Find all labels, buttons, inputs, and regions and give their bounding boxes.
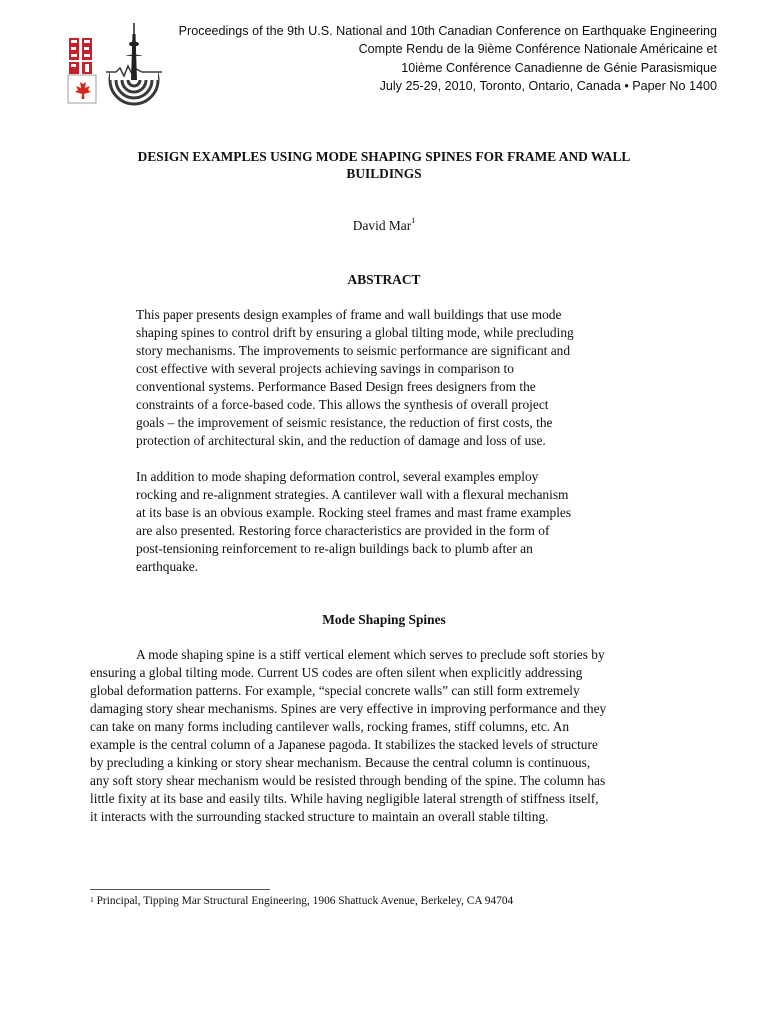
abstract-line: are also presented. Restoring force characteristics are provided in the form of	[136, 523, 550, 538]
conference-header	[157, 22, 717, 95]
header-line: Compte Rendu de la 9ième Conférence Nationale Américaine et	[358, 42, 717, 57]
abstract-heading: ABSTRACT	[347, 272, 421, 287]
footnote-divider	[90, 889, 270, 890]
section-heading: Mode Shaping Spines	[322, 612, 446, 627]
footnote-mark: 1	[90, 895, 94, 904]
conference-logo	[66, 22, 166, 106]
abstract-paragraph-1	[136, 306, 636, 450]
body-line: any soft story shear mechanism would be resisted through bending of the spine. The column has	[90, 773, 606, 788]
body-line: it interacts with the surrounding stacked structure to maintain an overall stable tilting.	[90, 809, 549, 824]
abstract-line: cost effective with several projects achieving savings in comparison to	[136, 361, 514, 376]
header-line: July 25-29, 2010, Toronto, Ontario, Canada • Paper No 1400	[379, 78, 717, 93]
abstract-line: at its base is an obvious example. Rocking steel frames and mast frame examples	[136, 505, 572, 520]
body-line: example is the central column of a Japanese pagoda. It stabilizes the stacked levels of structure	[90, 737, 598, 752]
abstract-line: shaping spines to control drift by ensuring a global tilting mode, while precluding	[136, 325, 574, 340]
body-line: ensuring a global tilting mode. Current US codes are often silent when explicitly addressing	[90, 665, 583, 680]
eeri-logo-icon	[69, 38, 92, 74]
author-footnote-mark: 1	[411, 216, 416, 225]
body-line: by precluding a kinking or story shear mechanism. Because the central column is continuous,	[90, 755, 591, 770]
paper-title	[90, 148, 678, 182]
section-paragraph	[90, 646, 690, 826]
header-line: Proceedings of the 9th U.S. National and 10th Canadian Conference on Earthquake Engineering	[178, 24, 717, 38]
title-line: DESIGN EXAMPLES USING MODE SHAPING SPINES FOR FRAME AND WALL	[137, 149, 631, 164]
abstract-line: goals – the improvement of seismic resistance, the reduction of first costs, the	[136, 415, 553, 430]
body-line: damaging story shear mechanisms. Spines are very effective in improving performance and they	[90, 701, 607, 716]
author	[0, 218, 768, 234]
footnote	[90, 895, 513, 907]
abstract-line: This paper presents design examples of frame and wall buildings that use mode	[136, 307, 562, 322]
abstract-line: conventional systems. Performance Based Design frees designers from the	[136, 379, 536, 394]
abstract-line: protection of architectural skin, and the reduction of damage and loss of use.	[136, 433, 546, 448]
footnote-text: Principal, Tipping Mar Structural Engineering, 1906 Shattuck Avenue, Berkeley, CA 94704	[93, 895, 514, 907]
abstract-line: In addition to mode shaping deformation control, several examples employ	[136, 469, 539, 484]
maple-leaf-icon	[68, 75, 96, 103]
abstract-line: story mechanisms. The improvements to seismic performance are significant and	[136, 343, 571, 358]
author-name: David Mar	[352, 218, 412, 233]
body-line: A mode shaping spine is a stiff vertical element which serves to preclude soft stories by	[136, 647, 605, 662]
abstract-line: constraints of a force-based code. This allows the synthesis of overall project	[136, 397, 549, 412]
abstract-paragraph-2	[136, 468, 636, 576]
abstract-line: earthquake.	[136, 559, 199, 574]
header-line: 10ième Conférence Canadienne de Génie Parasismique	[401, 60, 717, 75]
cn-tower-seismic-icon	[106, 23, 162, 104]
title-line: BUILDINGS	[346, 166, 422, 181]
body-line: little fixity at its base and easily tilts. While having negligible lateral strength of stiffness itself,	[90, 791, 599, 806]
abstract-line: rocking and re-alignment strategies. A cantilever wall with a flexural mechanism	[136, 487, 569, 502]
body-line: global deformation patterns. For example, “special concrete walls” can still form extremely	[90, 683, 580, 698]
abstract-line: post-tensioning reinforcement to re-align buildings back to plumb after an	[136, 541, 533, 556]
body-line: can take on many forms including cantilever walls, rocking frames, stiff columns, etc. An	[90, 719, 570, 734]
